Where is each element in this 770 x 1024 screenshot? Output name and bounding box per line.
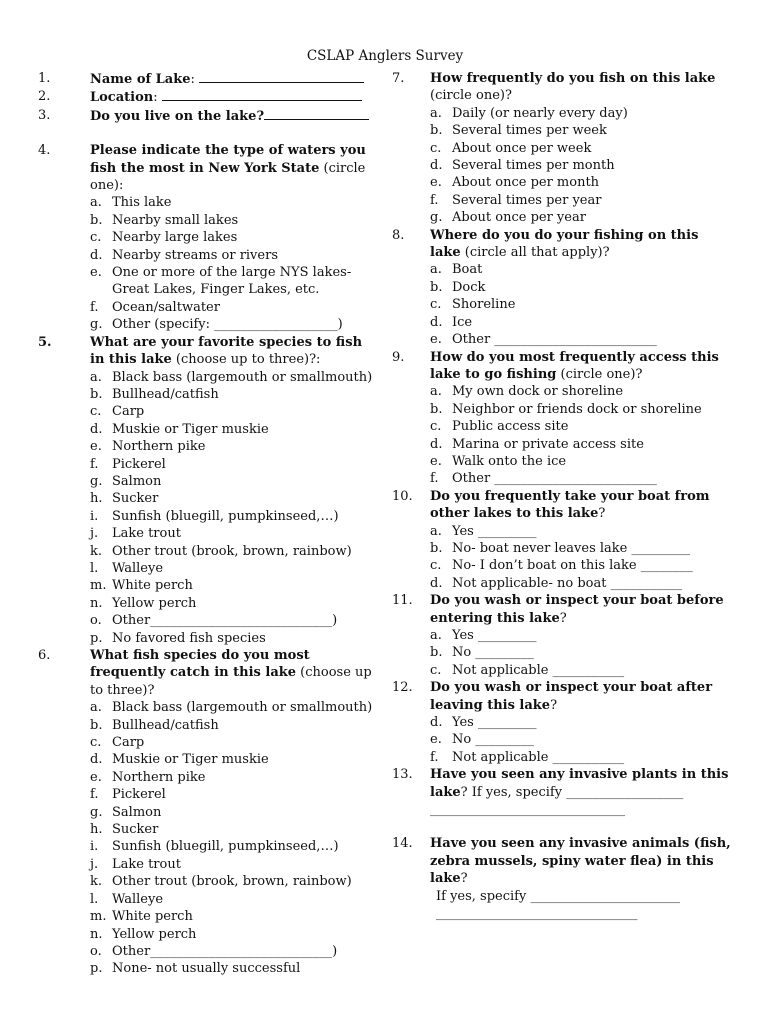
question-number: 13. [392,767,413,783]
option-letter: m. [90,578,107,594]
answer-option[interactable] [392,140,732,157]
question-number: 1. [38,71,51,86]
option-text: Salmon [112,804,162,820]
question-number: 14. [392,836,413,852]
option-letter: n. [90,595,103,611]
question-11: 11. Do you wash or inspect your boat before entering this lake? [392,593,724,626]
option-letter: p. [90,630,103,646]
question-6: 6. What fish species do you most frequently catch in this lake (choose up to three)? [38,648,372,698]
option-letter: f. [430,192,439,208]
question-number: 2. [38,89,51,105]
question-9: 9. How do you most frequently access this lake to go fishing (circle one)? [392,349,719,382]
option-letter: c. [90,230,102,246]
option-text: Marina or private access site [452,436,644,452]
option-letter: c. [430,419,442,435]
option-letter: a. [430,105,442,121]
option-letter: e. [430,732,442,748]
question-14: 14. Have you seen any invasive animals (fish, zebra mussels, spiny water flea) in this lake? [392,836,731,887]
option-text: Other____________________________) [112,613,338,629]
option-letter: o. [90,613,102,629]
option-text: Nearby large lakes [112,230,238,246]
option-letter: f. [430,471,439,487]
option-letter: h. [90,491,103,507]
question-2: 2. Location: [38,88,378,106]
option-text: Neighbor or friends dock or shoreline [452,401,702,417]
option-text: Ocean/saltwater [112,299,220,315]
answer-option[interactable] [38,786,378,803]
option-letter: d. [90,752,103,768]
answer-option[interactable] [392,749,732,766]
option-letter: d. [430,575,443,591]
option-text: About once per month [452,175,600,191]
option-text: Other _________________________ [452,332,657,348]
answer-option[interactable] [392,523,732,540]
answer-option[interactable] [38,891,378,908]
option-text: Carp [112,404,145,420]
answer-option[interactable] [38,316,378,333]
question-label: What are your favorite species to fish in this lake [90,334,363,368]
option-letter: k. [90,874,103,890]
option-letter: c. [430,662,442,678]
option-text: No- boat never leaves lake _________ [452,540,690,556]
option-text: White perch [112,909,193,925]
answer-option[interactable] [38,751,378,768]
question-label: Have you seen any invasive plants in this lake [430,767,729,800]
option-text: No favored fish species [112,630,266,646]
option-letter: b. [90,212,103,228]
answer-option[interactable] [38,543,378,560]
answer-option[interactable] [38,612,378,629]
left-column [38,70,378,978]
option-letter: d. [430,314,443,330]
answer-option[interactable] [38,490,378,507]
answer-option[interactable] [38,525,378,542]
question-4: 4. Please indicate the type of waters you fish the most in New York State (circle one): [38,143,366,194]
question-label: Do you frequently take your boat from other lakes to this lake [430,488,710,522]
answer-option[interactable] [38,595,378,612]
answer-option[interactable] [38,943,378,960]
option-letter: b. [430,279,443,295]
option-text: Sunfish (bluegill, pumpkinseed,…) [112,839,339,855]
answer-option[interactable] [392,418,732,435]
question-number: 5. [38,334,52,350]
option-letter: d. [90,421,103,437]
answer-option[interactable] [392,575,732,592]
answer-option[interactable] [392,627,732,644]
answer-option[interactable] [38,421,378,438]
answer-option[interactable] [392,331,732,348]
option-text: Muskie or Tiger muskie [112,752,269,768]
option-text: Black bass (largemouth or smallmouth) [112,369,373,385]
answer-option[interactable] [392,192,732,209]
question-number: 6. [38,648,51,663]
answer-option[interactable] [38,473,378,490]
option-text: Lake trout [112,526,181,542]
question-1: 1. Name of Lake: [38,70,378,88]
answer-option[interactable] [38,508,378,525]
answer-option[interactable] [38,403,378,420]
option-text: Muskie or Tiger muskie [112,421,269,437]
answer-line[interactable]: If yes, specify _______________________ [436,888,680,904]
option-text: Sucker [112,822,159,838]
question-label: Do you wash or inspect your boat after leaving this lake [430,680,713,713]
answer-option[interactable] [38,908,378,925]
option-text: Yes _________ [452,628,537,643]
answer-option[interactable] [392,314,732,331]
option-letter: a. [90,369,102,385]
answer-option[interactable] [392,557,732,574]
answer-line[interactable] [199,70,364,83]
option-letter: b. [430,401,443,417]
option-text: Nearby small lakes [112,212,239,228]
option-text: Yes _________ [452,715,537,731]
option-text: Nearby streams or rivers [112,247,278,263]
option-letter: k. [90,543,103,559]
answer-option[interactable] [392,436,732,453]
option-text: Pickerel [112,787,166,803]
answer-option[interactable] [38,856,378,873]
answer-option[interactable] [38,769,378,786]
option-letter: m. [90,909,107,925]
option-text: Other trout (brook, brown, rainbow) [112,543,352,559]
option-text: Other _________________________ [452,471,657,487]
question-10: 10. Do you frequently take your boat from other lakes to this lake? [392,488,710,522]
option-letter: e. [90,439,102,455]
question-number: 12. [392,680,413,696]
answer-line[interactable]: _______________________________ [436,906,638,922]
option-text: Northern pike [112,769,206,785]
option-text: About once per year [452,210,586,226]
option-text: Daily (or nearly every day) [452,105,628,121]
answer-option[interactable] [392,122,732,139]
option-text: Sunfish (bluegill, pumpkinseed,…) [112,508,339,524]
option-text: Carp [112,735,145,751]
option-text: Yes _________ [452,523,537,539]
option-letter: a. [90,195,102,211]
answer-option[interactable] [38,212,378,229]
option-letter: j. [90,856,99,872]
option-text: Great Lakes, Finger Lakes, etc. [112,282,320,298]
answer-line[interactable] [162,88,362,101]
question-14-extra [392,905,732,922]
question-number: 11. [392,593,413,609]
option-text: Other (specify: ___________________) [112,317,343,333]
answer-option[interactable] [392,644,732,661]
answer-option[interactable] [392,279,732,296]
answer-option[interactable] [392,383,732,400]
question-label: Location [90,90,154,106]
question-12: 12. Do you wash or inspect your boat after leaving this lake? [392,680,713,713]
option-letter: b. [90,717,103,733]
question-label: Do you wash or inspect your boat before entering this lake [430,593,724,626]
answer-option[interactable] [38,560,378,577]
answer-option[interactable] [38,838,378,855]
option-text: Walleye [112,560,164,576]
answer-option[interactable] [392,401,732,418]
question-label: How frequently do you fish on this lake [430,71,716,86]
answer-option[interactable] [38,229,378,246]
answer-option[interactable] [38,960,378,977]
option-text: Boat [452,262,483,278]
answer-option[interactable] [392,470,732,487]
option-text: Black bass (largemouth or smallmouth) [112,700,373,716]
question-14-extra [392,888,732,905]
option-text: Several times per year [452,192,602,208]
answer-option[interactable] [392,174,732,191]
answer-line[interactable] [264,107,369,120]
option-letter: e. [430,175,442,191]
option-letter: a. [430,628,442,643]
answer-option[interactable] [38,194,378,211]
question-7: 7. How frequently do you fish on this lake (circle one)? [392,71,716,104]
option-letter: g. [430,210,443,226]
option-letter: f. [90,787,99,803]
option-text: This lake [112,195,172,211]
answer-option[interactable] [392,731,732,748]
option-text: Public access site [452,419,569,435]
option-letter: l. [90,560,99,576]
option-text: About once per week [452,140,592,156]
option-letter: b. [90,386,103,402]
answer-option[interactable] [38,456,378,473]
answer-option[interactable] [392,540,732,557]
option-letter: c. [430,558,442,574]
answer-option[interactable] [38,438,378,455]
option-letter: a. [430,384,442,400]
answer-option[interactable] [38,926,378,943]
option-text: No- I don’t boat on this lake ________ [452,558,693,574]
option-letter: c. [90,735,102,751]
answer-option[interactable] [392,105,732,122]
option-text: Other____________________________) [112,943,338,959]
question-label: Where do you do your fishing on this lake [430,227,699,261]
option-letter: o. [90,943,102,959]
option-letter: b. [430,645,443,661]
option-letter: f. [430,749,439,765]
option-letter: c. [430,140,442,156]
option-text: None- not usually successful [112,961,301,977]
answer-option[interactable] [38,369,378,386]
option-letter: b. [430,540,443,556]
option-text: Ice [452,314,473,330]
answer-option[interactable] [38,281,378,298]
question-8: 8. Where do you do your fishing on this lake (circle all that apply)? [392,227,699,261]
option-letter: g. [90,317,103,333]
option-letter [90,281,112,298]
option-text: Not applicable ___________ [452,749,625,765]
option-text: Northern pike [112,439,206,455]
question-label: How do you most frequently access this lake to go fishing [430,349,719,382]
option-text: Walk onto the ice [452,453,567,469]
option-text: Sucker [112,491,159,507]
answer-option[interactable] [38,734,378,751]
answer-option[interactable] [38,821,378,838]
option-letter: j. [90,526,99,542]
answer-option[interactable] [392,714,732,731]
answer-option[interactable] [392,209,732,226]
option-text: Other trout (brook, brown, rainbow) [112,874,352,890]
option-text: Dock [452,279,486,295]
question-label: What fish species do you most frequently catch in this lake [90,648,310,681]
answer-option[interactable] [392,296,732,313]
question-number: 7. [392,71,405,86]
option-text: Bullhead/catfish [112,386,219,402]
option-text: No _________ [452,732,534,748]
option-letter: e. [430,332,442,348]
option-text: Salmon [112,473,162,489]
question-13-extra [392,801,732,818]
option-text: Bullhead/catfish [112,717,219,733]
option-letter: l. [90,891,99,907]
option-text: Several times per week [452,123,607,139]
option-letter: d. [430,158,443,174]
question-number: 8. [392,227,405,243]
option-letter: d. [430,436,443,452]
option-letter: f. [90,299,99,315]
option-text: White perch [112,578,193,594]
option-text: Yellow perch [112,595,197,611]
option-letter: d. [430,715,443,731]
answer-option[interactable] [392,662,732,679]
page-title: CSLAP Anglers Survey [306,48,464,64]
option-letter: g. [90,473,103,489]
answer-option[interactable] [38,299,378,316]
option-letter: g. [90,804,103,820]
answer-option[interactable] [38,264,378,281]
option-letter: d. [90,247,103,263]
question-13: 13. Have you seen any invasive plants in this lake? If yes, specify __________________ [392,767,729,800]
option-letter: a. [430,262,442,278]
option-text: Pickerel [112,456,166,472]
option-text: Walleye [112,891,164,907]
answer-option[interactable] [38,630,378,647]
answer-option[interactable] [38,804,378,821]
option-text: Lake trout [112,856,181,872]
option-text: Yellow perch [112,926,197,942]
answer-option[interactable] [38,699,378,716]
option-text: Shoreline [452,297,516,313]
answer-option[interactable] [38,577,378,594]
option-letter: a. [90,700,102,716]
answer-option[interactable] [392,453,732,470]
question-label: Do you live on the lake? [90,108,265,124]
option-letter: e. [90,265,102,281]
answer-option[interactable] [392,261,732,278]
option-letter: h. [90,822,103,838]
question-label: Please indicate the type of waters you fish the most in New York State [90,143,366,176]
answer-line[interactable]: ______________________________ [430,802,625,818]
question-3 [38,107,378,125]
question-label: Name of Lake [90,72,191,87]
answer-option[interactable] [392,157,732,174]
question-5: 5. What are your favorite species to fish in this lake (choose up to three)?: [38,334,363,368]
option-letter: c. [90,404,102,420]
option-letter: a. [430,523,442,539]
option-letter: c. [430,297,442,313]
option-letter: i. [90,839,99,855]
option-text: Several times per month [452,158,615,174]
option-letter: e. [430,453,442,469]
question-number: 9. [392,349,405,365]
option-text: One or more of the large NYS lakes- [112,265,352,281]
right-column [392,70,732,923]
option-letter: e. [90,769,102,785]
option-letter: p. [90,961,103,977]
option-letter: f. [90,456,99,472]
question-number: 10. [392,488,413,504]
question-number: 4. [38,143,51,159]
option-text: No _________ [452,645,534,661]
answer-option[interactable] [38,247,378,264]
answer-option[interactable] [38,386,378,403]
option-letter: i. [90,508,99,524]
answer-option[interactable] [38,873,378,890]
question-label: Have you seen any invasive animals (fish, zebra mussels, spiny water flea) in this lake [430,836,731,887]
option-text: Not applicable- no boat ___________ [452,575,683,591]
option-letter: b. [430,123,443,139]
option-text: My own dock or shoreline [452,384,624,400]
answer-option[interactable] [38,717,378,734]
question-number: 3. [38,107,51,123]
option-letter: n. [90,926,103,942]
option-text: Not applicable ___________ [452,662,625,678]
